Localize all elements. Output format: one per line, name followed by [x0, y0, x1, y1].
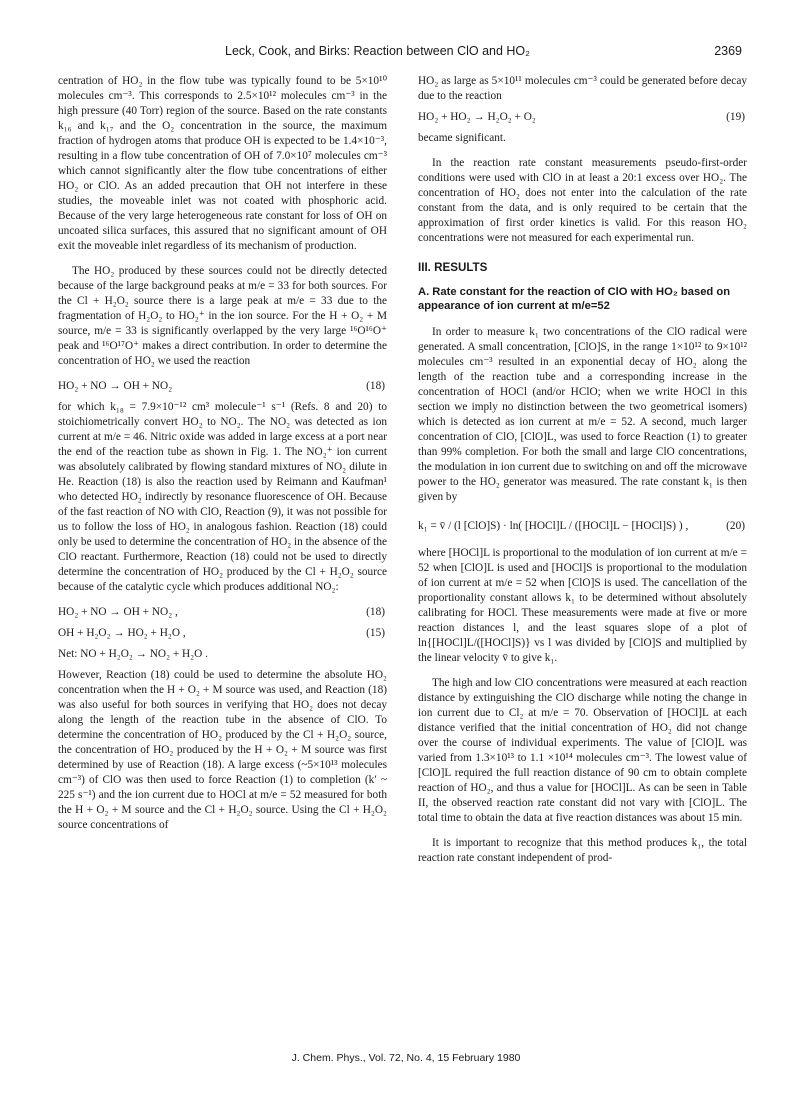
- equation-number: (15): [366, 627, 385, 639]
- paragraph: centration of HO₂ in the flow tube was typically found to be 5×10¹⁰ molecules cm⁻³. This corresponds to 2.5×10¹² molecules cm⁻³ in the high pressure (40 Torr) region of the source. Based on the rate constants k₁₆ and k₁₇ and the O₂ concentration in the source, the maximum fraction of hydrogen atoms that produce OH is expected to be 1.4×10⁻³, resulting in a flow tube concentration of OH of 7.0×10⁷ molecules cm⁻³ which cannot significantly alter the flow tube concentrations of either HO₂ or ClO. As an added precaution that OH not interfere in these studies, the moveable inlet was not coated with phosphoric acid. Because of the very large heterogeneous rate constant for loss of OH on uncoated silica surfaces, this assured that no significant amount of OH exit the moveable inlet regardless of its mechanism of production.: [58, 75, 387, 252]
- equation-19: [418, 110, 747, 125]
- equation-number: (18): [366, 380, 385, 392]
- running-title: Leck, Cook, and Birks: Reaction between ClO and HO₂: [225, 44, 530, 58]
- equation-number: (19): [726, 111, 745, 123]
- left-column: [58, 74, 387, 843]
- equation-18-cycle: [58, 605, 387, 620]
- paragraph: The HO₂ produced by these sources could not be directly detected because of the large background peaks at m/e = 33 for both sources. For the Cl + H₂O₂ source there is a large peak at m/e = 33 due to the fragmentation of H₂O₂ to HO₂⁺ in the ion source. For the H + O₂ + M source, m/e = 33 is significantly overlapped by the very large ¹⁶O¹⁶O⁺ peak and ¹⁶O¹⁷O⁺ makes a direct contribution. In order to determine the concentration of HO₂ we used the reaction: [58, 265, 387, 367]
- paragraph: became significant.: [418, 132, 506, 144]
- equation-number: (20): [726, 520, 745, 532]
- paragraph: HO₂ as large as 5×10¹¹ molecules cm⁻³ could be generated before decay due to the reaction: [418, 75, 747, 102]
- paragraph: for which k₁₈ = 7.9×10⁻¹² cm³ molecule⁻¹ s⁻¹ (Refs. 8 and 20) to stoichiometrically convert HO₂ to NO₂. The NO₂ was detected as ion current at m/e = 46. Nitric oxide was added in large excess at a port near the end of the reaction tube as shown in Fig. 1. The NO₂⁺ ion current was absolutely calibrated by flowing standard mixtures of NO₂ dilute in He. Reaction (18) is also the reaction used by Reimann and Kaufman¹ who detected HO₂ indirectly by resonance fluorescence of OH. Because of the fast reaction of NO with ClO, Reaction (9), it was not possible for us to follow the loss of HO₂ in analogous fashion. Reaction (18) could only be used to determine the concentration of HO₂ in the absence of the ClO reactant. Furthermore, Reaction (18) could not be used to directly determine the concentration of HO₂ produced by the Cl + H₂O₂ source because of the catalytic cycle which produces additional NO₂:: [58, 401, 387, 593]
- paragraph: In order to measure k₁ two concentrations of the ClO radical were generated. A small concentration, [ClO]S, in the range 1×10¹² to 9×10¹² molecules cm⁻³ resulted in an exponential decay of HO₂ along the length of the reaction tube and a corresponding increase in the concentration of HOCl (and/or HClO; when we write HOCl in this section we imply no distinction between the two geometrical isomers) which is detected as ion current at m/e = 52. A second, much larger concentration of ClO, [ClO]L, was used to force Reaction (1) to greater than 99% completion. For both the small and large ClO concentrations, the modulation in ion current due to switching on and off the microwave power to the HO₂ generator was measured. The rate constant k₁ is then given by: [418, 326, 747, 503]
- page-number: 2369: [714, 44, 742, 58]
- paragraph: However, Reaction (18) could be used to determine the absolute HO₂ concentration when the H + O₂ + M source was used, and Reaction (18) was also useful for both sources in verifying that HO₂ does not decay along the length of the reaction tube in the absence of ClO. To determine the concentration of HO₂ produced by the Cl + H₂O₂ source, the concentration of HO₂ produced by the H + O₂ + M source was first determined by use of Reaction (18). A large excess (~5×10¹³ molecules cm⁻³) of ClO was then used to force Reaction (1) to completion (k′ ~ 225 s⁻¹) and the ion current due to HOCl at m/e = 52 measured for both the H + O₂ + M source and the Cl + H₂O₂ source. Using the Cl + H₂O₂ source concentrations of: [58, 669, 387, 831]
- section-heading: III. RESULTS: [418, 261, 488, 274]
- equation-text: HO₂ + NO → OH + NO₂: [58, 380, 173, 392]
- equation-20: [418, 519, 747, 534]
- paragraph: The high and low ClO concentrations were measured at each reaction distance by extinguishing the ClO discharge while noting the change in ion current due to Cl₂ at m/e = 70. Observation of [HOCl]L at each distance verified that the initial concentration of HO₂ did not change over the course of individual experiments. The value of [ClO]L was varied from 1.3×10¹³ to 1.1 ×10¹⁴ molecules cm⁻³. The lowest value of [ClO]L required the full reaction distance of 90 cm to obtain complete reaction of HO₂, and thus a value for [HOCl]L. As can be seen in Table II, the observed reaction rate constant did not vary with [ClO]L. The total time to obtain the data at five reaction distances was about 15 min.: [418, 677, 747, 824]
- equation-text: HO₂ + HO₂ → H₂O₂ + O₂: [418, 111, 536, 123]
- right-column: [418, 74, 747, 876]
- equation-text: OH + H₂O₂ → HO₂ + H₂O ,: [58, 627, 186, 639]
- equation-number: (18): [366, 606, 385, 618]
- journal-citation: J. Chem. Phys., Vol. 72, No. 4, 15 February 1980: [291, 1052, 521, 1064]
- subsection-heading: A. Rate constant for the reaction of ClO with HO₂ based on appearance of ion current at m/e=52: [418, 286, 731, 312]
- equation-15: [58, 626, 387, 641]
- page-header: [0, 44, 812, 66]
- paragraph: In the reaction rate constant measurements pseudo-first-order conditions were used with ClO in at least a 20:1 excess over HO₂. The concentration of HO₂ does not enter into the calculation of the rate constant from the data, and is only required to be certain that the approximation of first order kinetics is valid. For this reason HO₂ concentrations were not measured for each experimental run.: [418, 157, 747, 244]
- equation-text: HO₂ + NO → OH + NO₂ ,: [58, 606, 178, 618]
- equation-18: [58, 379, 387, 394]
- paragraph: It is important to recognize that this method produces k₁, the total reaction rate constant independent of prod-: [418, 837, 747, 864]
- equation-net: [58, 647, 387, 662]
- equation-text: k₁ = v̄ / (l [ClO]S) · ln( [HOCl]L / ([HOCl]L − [HOCl]S) ) ,: [418, 520, 689, 532]
- equation-text: Net: NO + H₂O₂ → NO₂ + H₂O .: [58, 648, 208, 660]
- paragraph: where [HOCl]L is proportional to the modulation of ion current at m/e = 52 when [ClO]L is used and [HOCl]S is proportional to the modulation of ion current at m/e = 52 when [ClO]S is used. The cancellation of the proportionality constant allows k₁ to be determined without absolutely calibrating for HOCl. These measurements were made at five or more reaction distances l, and the least squares slope of a plot of ln{[HOCl]L/([HOCl]S)} vs l was divided by [ClO]S and multiplied by the linear velocity v̄ to give k₁.: [418, 547, 747, 664]
